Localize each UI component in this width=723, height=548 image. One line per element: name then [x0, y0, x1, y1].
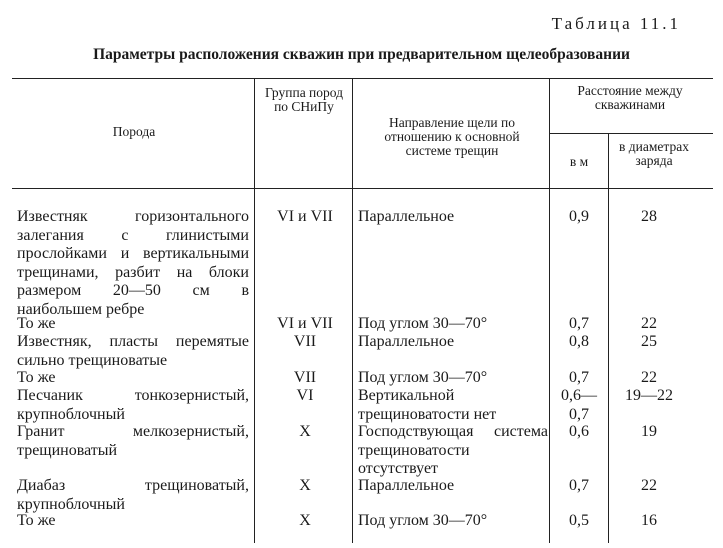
header-top-rule: [12, 78, 713, 79]
cell-rock: Песчаник тонкозернистый, крупноблочный: [17, 387, 249, 423]
cell-group: X: [299, 423, 311, 440]
cell-group: VI и VII: [277, 315, 333, 332]
cell-rock: То же: [17, 315, 56, 332]
cell-distance-m: 0,6—0,7: [561, 387, 597, 423]
cell-direction: Господствующая система трещиноватости отсутствует: [358, 423, 548, 477]
cell-direction: Параллельное: [358, 477, 455, 494]
col-divider-4: [608, 133, 609, 543]
header-distance: Расстояние между скважинами: [577, 83, 683, 112]
cell-group: X: [299, 477, 311, 494]
header-group: Группа пород по СНиПу: [264, 85, 344, 114]
cell-direction: Под углом 30—70°: [358, 512, 488, 529]
cell-direction: Параллельное: [358, 208, 455, 225]
header-direction: Направление щели по отношению к основной системе трещин: [384, 115, 520, 158]
cell-rock: Диабаз трещиноватый, крупноблочный: [17, 477, 249, 513]
table-title: Параметры расположения скважин при предварительном щелеобразовании: [93, 46, 630, 63]
distance-subheader-rule: [549, 133, 713, 134]
cell-distance-diam: 25: [641, 333, 657, 350]
cell-rock: Известняк горизонтального залегания с глинистыми прослойками и вертикальными трещинами, разбит на блоки размером 20—50 см в наибольшем ребре: [17, 208, 249, 318]
cell-distance-m: 0,9: [569, 208, 589, 225]
header-in-diam: в диаметрах заряда: [619, 139, 689, 168]
col-divider-1: [254, 78, 255, 543]
cell-distance-m: 0,8: [569, 333, 589, 350]
cell-group: VI: [296, 387, 314, 404]
cell-rock: То же: [17, 512, 56, 529]
cell-group: VII: [293, 369, 317, 386]
cell-direction: Под углом 30—70°: [358, 369, 488, 386]
cell-group: X: [299, 512, 311, 529]
header-rock: Порода: [112, 124, 156, 139]
cell-group: VII: [293, 333, 317, 350]
cell-distance-diam: 16: [641, 512, 657, 529]
cell-distance-m: 0,7: [569, 477, 589, 494]
cell-distance-m: 0,7: [569, 315, 589, 332]
col-divider-2: [352, 78, 353, 543]
table-number: Таблица 11.1: [551, 14, 681, 33]
col-divider-3: [549, 78, 550, 543]
cell-rock: Известняк, пласты перемятые сильно трещиноватые: [17, 333, 249, 369]
cell-distance-diam: 19: [641, 423, 657, 440]
cell-direction: Под углом 30—70°: [358, 315, 488, 332]
cell-direction: Параллельное: [358, 333, 455, 350]
cell-direction: Вертикальной трещиноватости нет: [358, 387, 497, 423]
cell-distance-m: 0,6: [569, 423, 589, 440]
cell-distance-diam: 22: [641, 477, 657, 494]
cell-rock: То же: [17, 369, 56, 386]
cell-distance-m: 0,5: [569, 512, 589, 529]
cell-distance-m: 0,7: [569, 369, 589, 386]
cell-rock: Гранит мелкозернистый, трещиноватый: [17, 423, 249, 459]
cell-distance-diam: 22: [641, 315, 657, 332]
cell-distance-diam: 28: [641, 208, 657, 225]
cell-distance-diam: 19—22: [625, 387, 673, 404]
cell-distance-diam: 22: [641, 369, 657, 386]
header-in-m: в м: [569, 154, 589, 169]
cell-group: VI и VII: [277, 208, 333, 225]
